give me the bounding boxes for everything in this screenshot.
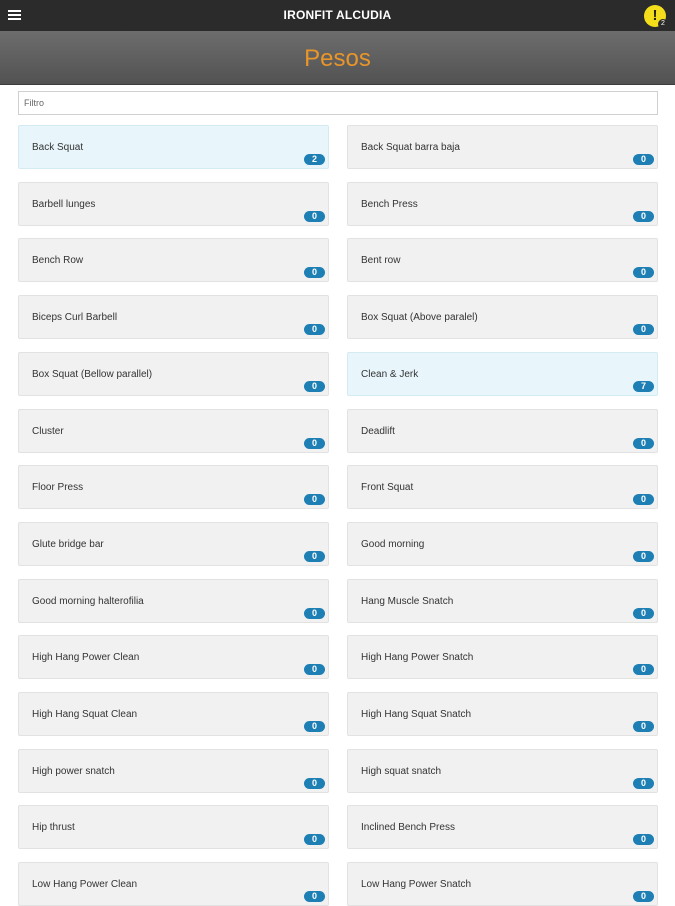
- exercise-name: High squat snatch: [361, 765, 442, 777]
- exercise-card[interactable]: [347, 862, 658, 906]
- exercise-count-badge: 0: [304, 438, 325, 449]
- exercise-name: Barbell lunges: [32, 198, 96, 210]
- exercise-name: Back Squat: [32, 142, 84, 153]
- exercise-count-badge: 0: [304, 211, 325, 222]
- exercise-count-badge: 0: [633, 438, 654, 449]
- page-header: [0, 31, 675, 85]
- exercise-name: Bench Press: [361, 198, 418, 210]
- exercise-count-badge: 0: [633, 664, 654, 675]
- exercise-count-badge: 0: [633, 154, 654, 165]
- exercise-card[interactable]: [18, 238, 329, 282]
- page-title: Pesos: [304, 45, 371, 72]
- alert-symbol: !: [652, 7, 658, 24]
- exercise-count-badge: 0: [304, 778, 325, 789]
- exercise-name: Cluster: [32, 425, 64, 437]
- exercise-count-badge: 0: [304, 324, 325, 335]
- exercise-name: High Hang Squat Snatch: [361, 709, 472, 720]
- exercise-card[interactable]: [18, 522, 329, 566]
- app-title: IRONFIT ALCUDIA: [283, 8, 392, 22]
- top-bar: [0, 0, 675, 31]
- exercise-card[interactable]: [18, 295, 329, 339]
- exercise-name: Glute bridge bar: [32, 538, 104, 550]
- exercise-name: Box Squat (Bellow parallel): [32, 368, 153, 380]
- exercise-name: High Hang Squat Clean: [32, 709, 138, 720]
- exercise-card[interactable]: [347, 238, 658, 282]
- exercise-count-badge: 0: [633, 494, 654, 505]
- warning-alert-icon[interactable]: [644, 5, 666, 27]
- exercise-card[interactable]: [347, 579, 658, 623]
- exercise-card[interactable]: [347, 295, 658, 339]
- exercise-count-badge: 0: [633, 551, 654, 562]
- exercise-name: Low Hang Power Snatch: [361, 879, 472, 891]
- exercise-count-badge: 0: [304, 891, 325, 902]
- exercise-card[interactable]: [347, 522, 658, 566]
- exercise-count-badge: 0: [633, 267, 654, 278]
- exercise-name: Inclined Bench Press: [361, 822, 455, 834]
- exercise-card[interactable]: [18, 182, 329, 226]
- exercise-count-badge: 0: [304, 267, 325, 278]
- alert-count-badge: 2: [658, 19, 668, 29]
- filter-input[interactable]: [18, 91, 658, 115]
- exercise-card[interactable]: [347, 692, 658, 736]
- exercise-count-badge: 0: [633, 891, 654, 902]
- exercise-card[interactable]: [18, 862, 329, 906]
- exercise-count-badge: 0: [633, 324, 654, 335]
- exercise-name: Clean & Jerk: [361, 368, 419, 380]
- exercise-count-badge: 0: [304, 551, 325, 562]
- exercise-card[interactable]: [18, 125, 329, 169]
- exercise-name: Bent row: [361, 255, 401, 267]
- exercise-card[interactable]: [18, 352, 329, 396]
- exercise-card[interactable]: [18, 465, 329, 509]
- exercise-count-badge: 0: [633, 834, 654, 845]
- exercise-name: Deadlift: [361, 425, 395, 437]
- exercise-name: Hip thrust: [32, 822, 75, 834]
- exercise-name: Floor Press: [32, 482, 84, 494]
- exercise-card[interactable]: [18, 635, 329, 679]
- exercise-count-badge: 2: [304, 154, 325, 165]
- exercise-card[interactable]: [347, 409, 658, 453]
- exercise-count-badge: 7: [633, 381, 654, 392]
- exercise-name: Biceps Curl Barbell: [32, 312, 118, 324]
- exercise-name: Bench Row: [32, 255, 84, 267]
- exercise-count-badge: 0: [304, 494, 325, 505]
- exercise-count-badge: 0: [633, 778, 654, 789]
- exercise-name: Back Squat barra baja: [361, 142, 460, 153]
- exercise-count-badge: 0: [633, 608, 654, 619]
- exercise-count-badge: 0: [633, 211, 654, 222]
- exercise-name: Good morning: [361, 538, 425, 550]
- exercise-count-badge: 0: [304, 721, 325, 732]
- exercise-card[interactable]: [18, 579, 329, 623]
- exercise-count-badge: 0: [304, 834, 325, 845]
- exercise-name: Front Squat: [361, 482, 414, 494]
- exercise-card[interactable]: [347, 352, 658, 396]
- exercise-card[interactable]: [18, 805, 329, 849]
- exercise-count-badge: 0: [304, 664, 325, 675]
- exercise-card[interactable]: [18, 692, 329, 736]
- exercise-name: Good morning halterofilia: [32, 595, 144, 607]
- exercise-name: High Hang Power Snatch: [361, 652, 474, 664]
- exercise-card[interactable]: [18, 749, 329, 793]
- exercise-name: High power snatch: [32, 765, 115, 777]
- exercise-card[interactable]: [347, 749, 658, 793]
- exercise-card[interactable]: [347, 182, 658, 226]
- exercise-count-badge: 0: [304, 608, 325, 619]
- exercise-card[interactable]: [347, 635, 658, 679]
- exercise-name: Hang Muscle Snatch: [361, 595, 454, 607]
- exercise-count-badge: 0: [304, 381, 325, 392]
- exercise-name: Low Hang Power Clean: [32, 879, 138, 891]
- exercise-card[interactable]: [18, 409, 329, 453]
- exercise-card[interactable]: [347, 805, 658, 849]
- exercise-name: Box Squat (Above paralel): [361, 312, 478, 324]
- exercise-name: High Hang Power Clean: [32, 652, 140, 664]
- exercise-card[interactable]: [347, 125, 658, 169]
- exercise-card[interactable]: [347, 465, 658, 509]
- exercise-count-badge: 0: [633, 721, 654, 732]
